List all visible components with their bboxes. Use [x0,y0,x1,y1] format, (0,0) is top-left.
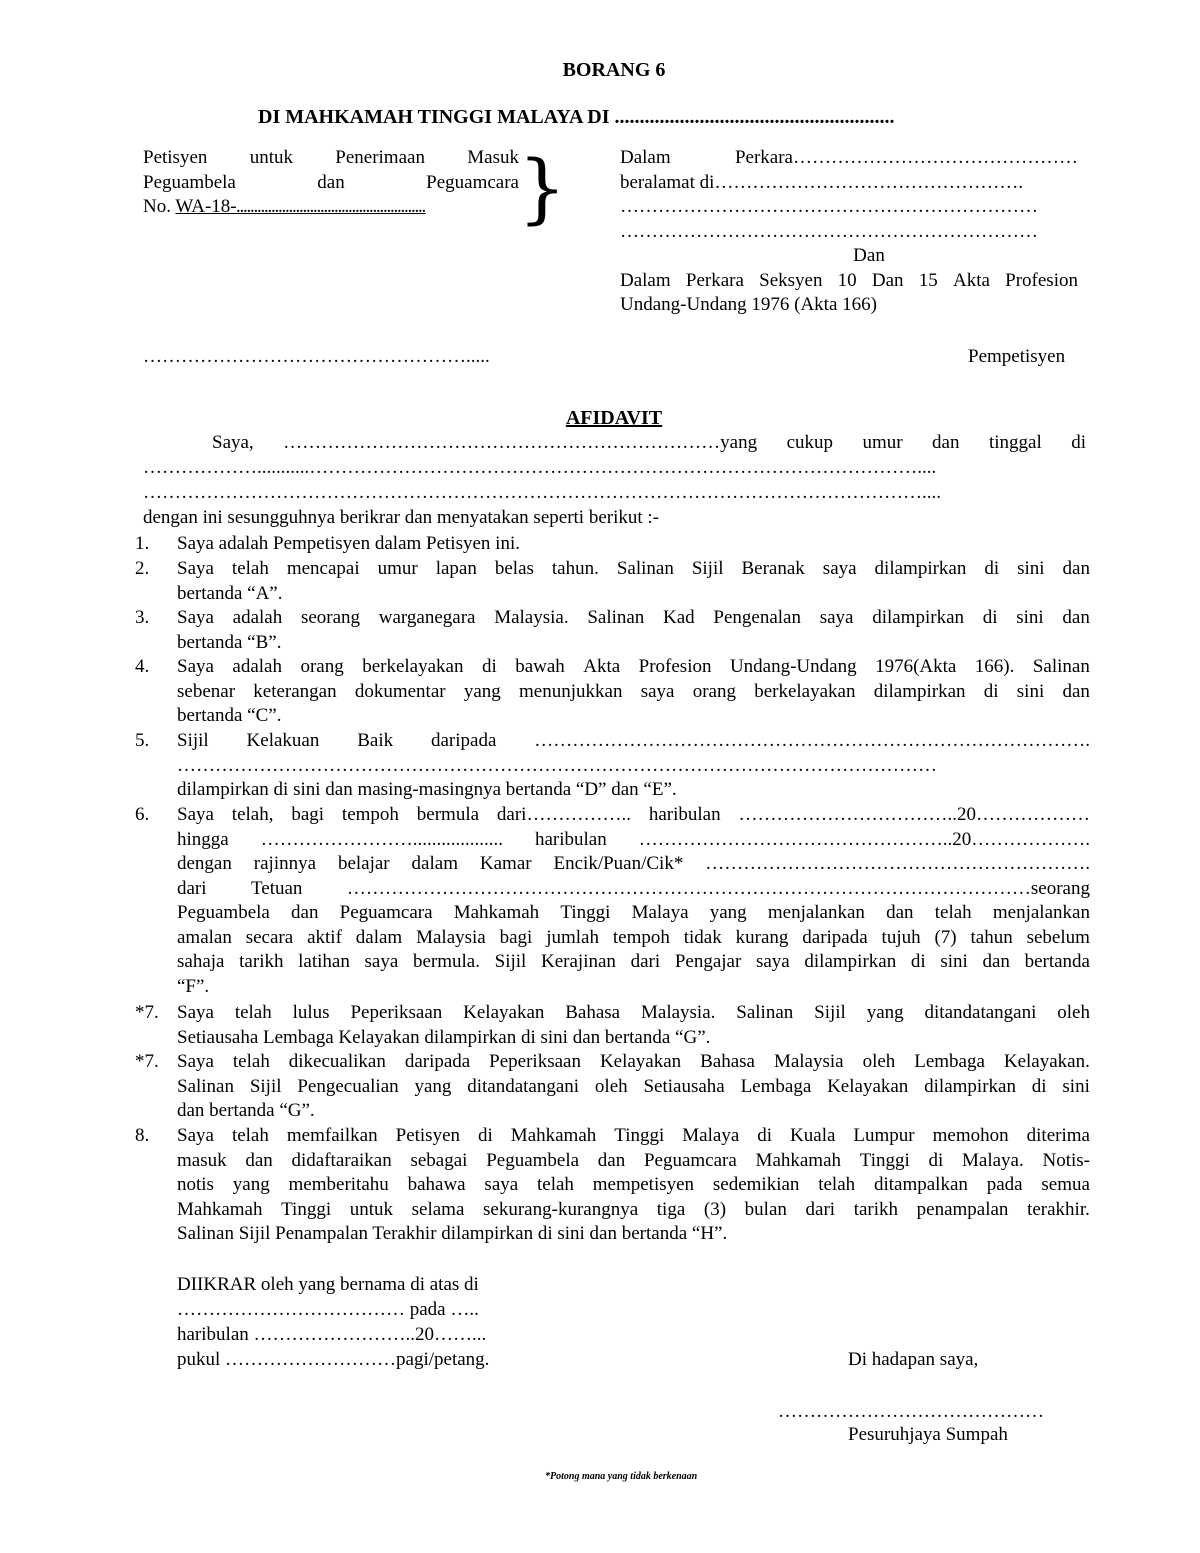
petition-title [143,146,519,222]
item-line: Setiausaha Lembaga Kelayakan dilampirkan di sini dan bertanda “G”. [177,1026,711,1048]
item-line: Saya telah, bagi tempoh bermula dari…………….. haribulan ……………………………..20……………… [177,804,1090,825]
item-line: dilampirkan di sini dan masing-masingnya bertanda “D” dan “E”. [177,779,677,800]
item-line: bertanda “A”. [177,582,283,604]
list-item [135,1050,1090,1124]
commissioner-signature-blank: …………………………………… [778,1401,1044,1422]
petition-title-line2: Peguambela dan Peguamcara [143,171,519,193]
affidavit-intro: Saya, ……………………………………………………………yang cukup umur dan tinggal di [212,432,1086,453]
matter-blank-line: ………………………………………………………… [620,220,1038,242]
list-item [135,606,1090,655]
item-line: Saya adalah seorang warganegara Malaysia. Salinan Kad Pengenalan saya dilampirkan di sini dan [177,607,1090,628]
matter-section-line: Dalam Perkara Seksyen 10 Dan 15 Akta Profesion [620,269,1078,291]
item-line: sahaja tarikh latihan saya bermula. Sijil Kerajinan dari Pengajar saya dilampirkan di sini dan bertanda [177,951,1090,972]
matter-line1: Dalam Perkara……………………………………… [620,147,1078,168]
court-title-text: DI MAHKAMAH TINGGI MALAYA DI [258,106,610,128]
list-item [135,655,1090,729]
item-text [177,803,1090,999]
item-number: 3. [135,607,150,628]
item-line: Saya telah mencapai umur lapan belas tahun. Salinan Sijil Beranak saya dilampirkan di sini dan [177,558,1090,579]
list-item [135,1001,1090,1050]
item-line: Salinan Sijil Pengecualian yang ditandatangani oleh Setiausaha Lembaga Kelayakan dilampirkan di sini [177,1075,1090,1097]
item-number: 2. [135,558,150,579]
list-item [135,532,1090,557]
item-text [177,1124,1090,1247]
petition-number-value: WA-18- [175,196,237,217]
item-text [177,1001,1090,1050]
list-item [135,729,1090,803]
item-line: sebenar keterangan dokumentar yang menunjukkan saya orang berkelayakan dilampirkan di sini dan [177,680,1090,702]
form-title: BORANG 6 [562,59,666,81]
jurat-line1: DIIKRAR oleh yang bernama di atas di [177,1274,479,1295]
footnote: *Potong mana yang tidak berkenaan [545,1471,698,1482]
item-line: “F”. [177,975,210,997]
item-line: Saya adalah Pempetisyen dalam Petisyen ini. [177,533,520,554]
petitioner-label: Pempetisyen [968,346,1066,367]
item-line: dengan rajinnya belajar dalam Kamar Encik/Puan/Cik* ……………………………………………………. [177,853,1090,874]
address-blank-line: ………………...........…………………………………………………………………………………….... [143,457,937,478]
item-line: Saya telah memfailkan Petisyen di Mahkamah Tinggi Malaya di Kuala Lumpur memohon diterima [177,1125,1090,1146]
item-number: *7. [135,1051,159,1072]
petitioner-name-blank: ……………………………………………..... [143,346,490,367]
item-text [177,655,1090,729]
matter-blank-line: ………………………………………………………… [620,196,1038,217]
matter-address: beralamat di…………………………………………. [620,171,1024,193]
item-number: 1. [135,533,150,554]
court-blank: ........................................................ [614,106,895,128]
court-title [258,105,895,130]
before-me-label: Di hadapan saya, [848,1349,979,1370]
item-line: hingga ……………………................... haribulan …………………………………………..20………………. [177,828,1090,850]
item-text [177,606,1090,655]
declaration-text: dengan ini sesungguhnya berikrar dan menyatakan seperti berikut :- [143,507,659,528]
item-number: 5. [135,730,150,751]
item-line: ………………………………………………………………………………………………………… [177,754,937,776]
affidavit-title: AFIDAVIT [565,407,663,429]
item-line: masuk dan didaftaraikan sebagai Peguambela dan Peguamcara Mahkamah Tinggi di Malaya. Notis- [177,1149,1090,1171]
item-line: Salinan Sijil Penampalan Terakhir dilampirkan di sini dan bertanda “H”. [177,1223,728,1244]
list-item [135,557,1090,606]
item-line: Saya telah dikecualikan daripada Peperiksaan Kelayakan Bahasa Malaysia oleh Lembaga Kelayakan. [177,1051,1090,1072]
item-text [177,557,1090,606]
item-line: dari Tetuan ………………………………………………………………………………………………seorang [177,877,1090,899]
matter-act-line: Undang-Undang 1976 (Akta 166) [620,294,877,315]
item-line: bertanda “B”. [177,631,282,653]
item-number: 6. [135,804,150,825]
petition-number: No. WA-18-...................................................... [143,196,426,217]
petition-title-line1: Petisyen untuk Penerimaan Masuk [143,147,519,168]
commissioner-label: Pesuruhjaya Sumpah [848,1424,1008,1445]
item-number: 8. [135,1125,150,1146]
item-line: bertanda “C”. [177,705,282,726]
item-line: Peguambela dan Peguamcara Mahkamah Tinggi Malaya yang menjalankan dan telah menjalankan [177,902,1090,923]
item-text [177,532,1090,557]
jurat-line3: haribulan ……………………..20……... [177,1324,487,1345]
item-line: Saya telah lulus Peperiksaan Kelayakan Bahasa Malaysia. Salinan Sijil yang ditandatangani oleh [177,1002,1090,1023]
matter-and: Dan [853,245,885,266]
item-number: 4. [135,656,150,677]
item-line: amalan secara aktif dalam Malaysia bagi jumlah tempoh tidak kurang daripada tujuh (7) tahun sebelum [177,926,1090,948]
item-line: Mahkamah Tinggi untuk selama sekurang-kurangnya tiga (3) bulan dari tarikh penampalan terakhir. [177,1198,1090,1220]
list-item [135,803,1090,999]
item-line: notis yang memberitahu bahawa saya telah mempetisyen sedemikian telah ditampalkan pada semua [177,1174,1090,1195]
item-line: Sijil Kelakuan Baik daripada ……………………………………………………………………………. [177,730,1090,751]
jurat-line4: pukul ………………………pagi/petang. [177,1349,490,1370]
jurat-line2: ……………………………… pada ….. [177,1299,479,1320]
item-text [177,729,1090,803]
item-line: dan bertanda “G”. [177,1100,315,1121]
address-blank-line: …………………………………………………………………………………………………………….... [143,482,941,503]
item-line: Saya adalah orang berkelayakan di bawah Akta Profesion Undang-Undang 1976(Akta 166). Salinan [177,656,1090,677]
item-number: *7. [135,1002,159,1023]
petition-number-blank: ...................................................... [236,201,426,216]
list-item [135,1124,1090,1247]
item-text [177,1050,1090,1124]
curly-brace-icon: } [518,143,567,232]
matter-block [620,146,1078,318]
